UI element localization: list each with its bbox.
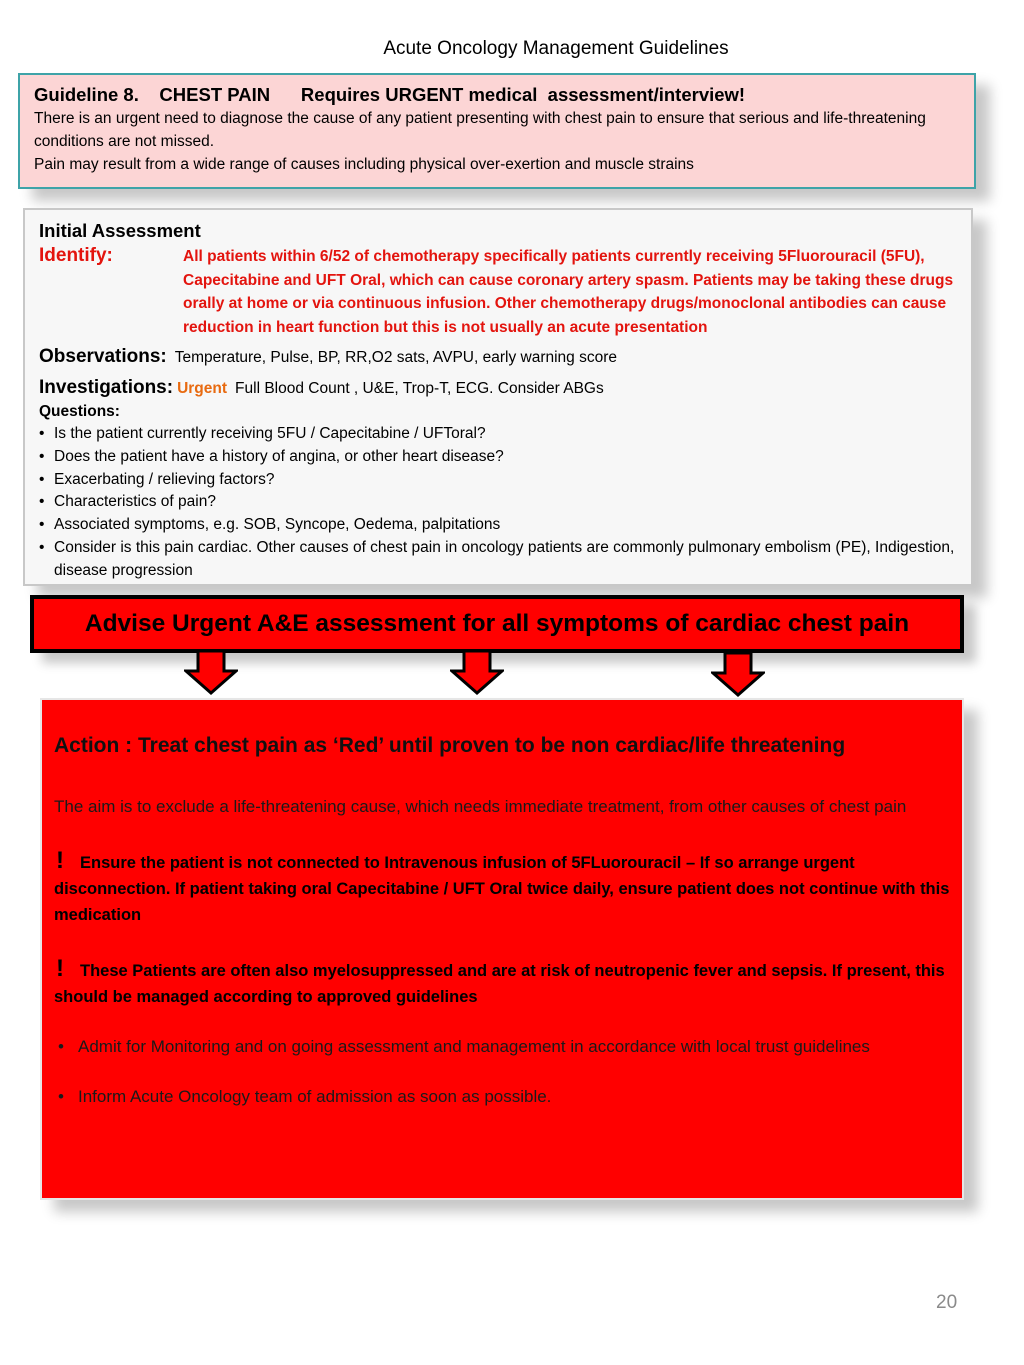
down-arrow-icon <box>184 649 238 695</box>
warning-icon: ! <box>56 955 64 982</box>
action-list <box>54 1034 950 1110</box>
initial-assessment-box <box>23 208 973 586</box>
observations-label: Observations: <box>39 346 167 367</box>
identify-text: All patients within 6/52 of chemotherapy specifically patients currently receiving 5Fluorouracil (5FU), Capecitabine and UFT Oral, which can cause coronary artery spasm. Patients may be taking these drugs orally at home or via continuous infusion. Other chemotherapy drugs/monoclonal antibodies can cause reduction in heart function but this is not usually an acute presentation <box>183 248 954 336</box>
advise-banner: Advise Urgent A&E assessment for all symptoms of cardiac chest pain <box>30 595 964 653</box>
guideline-heading: Guideline 8. CHEST PAIN Requires URGENT medical assessment/interview! <box>34 84 746 105</box>
list-item: • Admit for Monitoring and on going assessment and management in accordance with local trust guidelines <box>54 1034 950 1060</box>
identify-label: Identify: <box>39 245 113 266</box>
investigations-row <box>39 374 957 401</box>
action-title: Action : Treat chest pain as ‘Red’ until proven to be non cardiac/life threatening <box>54 734 846 757</box>
action-aim: The aim is to exclude a life-threatening cause, which needs immediate treatment, from other causes of chest pain <box>54 797 907 816</box>
list-item: • Does the patient have a history of angina, or other heart disease? <box>39 446 957 469</box>
list-item: • Inform Acute Oncology team of admission as soon as possible. <box>54 1084 950 1110</box>
initial-assessment-title: Initial Assessment <box>39 220 201 241</box>
investigations-value: Full Blood Count , U&E, Trop-T, ECG. Consider ABGs <box>235 380 604 397</box>
list-item: • Characteristics of pain? <box>39 491 957 514</box>
warning-disconnect-text: Ensure the patient is not connected to Intravenous infusion of 5FLuorouracil – If so arrange urgent disconnection. If patient taking oral Capecitabine / UFT Oral twice daily, ensure patient does not continue with this medication <box>54 854 950 924</box>
list-item: • Associated symptoms, e.g. SOB, Syncope, Oedema, palpitations <box>39 514 957 537</box>
observations-value: Temperature, Pulse, BP, RR,O2 sats, AVPU, early warning score <box>174 349 617 366</box>
identify-row <box>39 244 957 339</box>
list-item: • Exacerbating / relieving factors? <box>39 469 957 492</box>
warning-icon: ! <box>56 847 64 874</box>
observations-row <box>39 343 957 370</box>
guideline-causes: Pain may result from a wide range of causes including physical over-exertion and muscle strains <box>34 156 694 173</box>
list-item: • Is the patient currently receiving 5FU / Capecitabine / UFToral? <box>39 423 957 446</box>
warning-myelosuppression-text: These Patients are often also myelosuppressed and are at risk of neutropenic fever and sepsis. If present, this should be managed according to approved guidelines <box>54 962 945 1006</box>
guideline-description: There is an urgent need to diagnose the cause of any patient presenting with chest pain to ensure that serious and life-threatening conditions are not missed. <box>34 110 926 150</box>
warning-myelosuppression <box>54 956 950 1010</box>
questions-list <box>39 423 957 583</box>
investigations-label: Investigations: <box>39 377 174 398</box>
list-item: • Consider is this pain cardiac. Other causes of chest pain in oncology patients are commonly pulmonary embolism (PE), Indigestion, disease progression <box>39 537 957 583</box>
warning-disconnect <box>54 848 950 928</box>
questions-title: Questions: <box>39 403 120 420</box>
page-number: 20 <box>936 1292 958 1313</box>
down-arrow-icon <box>711 651 765 697</box>
action-box <box>40 698 964 1200</box>
guideline-box <box>18 73 976 189</box>
page-title: Acute Oncology Management Guidelines <box>383 38 729 59</box>
down-arrow-icon <box>450 649 504 695</box>
investigations-urgent: Urgent <box>177 380 228 397</box>
